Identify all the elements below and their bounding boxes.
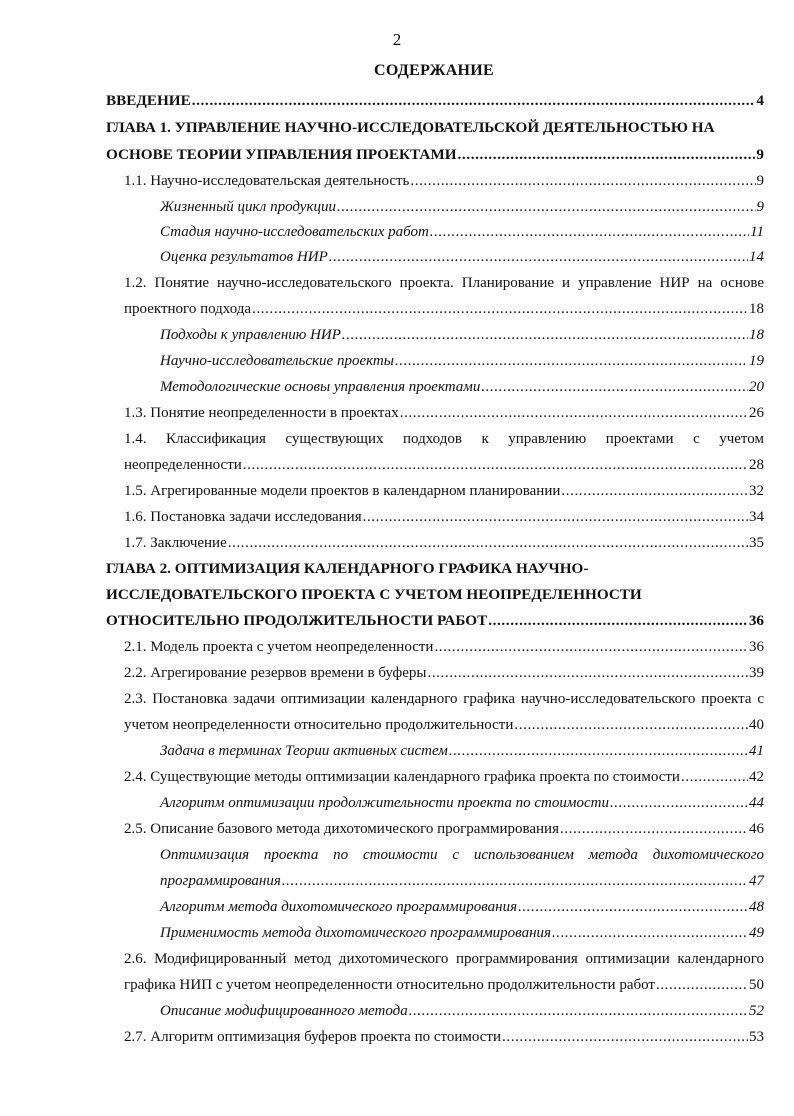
toc-entry[interactable]: Научно-исследовательские проекты ..... 19 — [160, 351, 764, 371]
toc-entry[interactable]: Жизненный цикл продукции ..... 9 — [160, 197, 764, 217]
toc-entry[interactable]: 1.7. Заключение ..... 35 — [124, 533, 764, 553]
toc-entry[interactable]: учетом неопределенности относительно продолжительности ..... 40 — [124, 715, 764, 735]
toc-entry[interactable]: Задача в терминах Теории активных систем ..... 41 — [160, 741, 764, 761]
toc-title: СОДЕРЖАНИЕ — [373, 62, 495, 79]
toc-entry[interactable]: Алгоритм метода дихотомического программирования ..... 48 — [160, 897, 764, 917]
toc-entry[interactable]: Оценка результатов НИР ..... 14 — [160, 247, 764, 267]
toc-entry[interactable]: 2.6. Модифицированный метод дихотомического программирования оптимизации календарного — [124, 951, 764, 967]
toc-entry[interactable]: графика НИП с учетом неопределенности относительно продолжительности работ ..... 50 — [124, 975, 764, 995]
toc-entry[interactable]: проектного подхода ..... 18 — [124, 299, 764, 319]
toc-entry[interactable]: 2.5. Описание базового метода дихотомического программирования ..... 46 — [124, 819, 764, 839]
page-number: 2 — [392, 30, 402, 49]
toc-entry[interactable]: ГЛАВА 1. УПРАВЛЕНИЕ НАУЧНО-ИССЛЕДОВАТЕЛЬСКОЙ ДЕЯТЕЛЬНОСТЬЮ НА — [106, 119, 715, 136]
toc-entry[interactable]: 1.5. Агрегированные модели проектов в календарном планировании ..... 32 — [124, 481, 764, 501]
toc-entry[interactable]: ОСНОВЕ ТЕОРИИ УПРАВЛЕНИЯ ПРОЕКТАМИ ..... 9 — [106, 145, 764, 165]
toc-entry[interactable]: Применимость метода дихотомического программирования ..... 49 — [160, 923, 764, 943]
toc-entry[interactable]: 2.3. Постановка задачи оптимизации календарного графика научно-исследовательского проекта с — [124, 691, 764, 707]
toc-entry[interactable]: Подходы к управлению НИР ..... 18 — [160, 325, 764, 345]
toc-entry[interactable]: 1.1. Научно-исследовательская деятельность ..... 9 — [124, 171, 764, 191]
toc-entry[interactable]: 2.2. Агрегирование резервов времени в буферы ..... 39 — [124, 663, 764, 683]
toc-entry[interactable]: Описание модифицированного метода ..... 52 — [160, 1001, 764, 1021]
toc-entry[interactable]: Стадия научно-исследовательских работ ..... 11 — [160, 222, 764, 242]
toc-entry[interactable]: 2.4. Существующие методы оптимизации календарного графика проекта по стоимости ..... 42 — [124, 767, 764, 787]
toc-entry[interactable]: 2.1. Модель проекта с учетом неопределенности ..... 36 — [124, 637, 764, 657]
toc-entry[interactable]: 2.7. Алгоритм оптимизация буферов проекта по стоимости ..... 53 — [124, 1027, 764, 1047]
toc-entry[interactable]: неопределенности ..... 28 — [124, 455, 764, 475]
toc-entry[interactable]: Оптимизация проекта по стоимости с использованием метода дихотомического — [160, 847, 764, 863]
toc-entry[interactable]: 1.6. Постановка задачи исследования ..... 34 — [124, 507, 764, 527]
toc-entry[interactable]: ОТНОСИТЕЛЬНО ПРОДОЛЖИТЕЛЬНОСТИ РАБОТ ..... 36 — [106, 611, 764, 631]
toc-entry[interactable]: ИССЛЕДОВАТЕЛЬСКОГО ПРОЕКТА С УЧЕТОМ НЕОПРЕДЕЛЕННОСТИ — [106, 586, 642, 603]
toc-entry[interactable]: программирования ..... 47 — [160, 871, 764, 891]
toc-entry[interactable]: Методологические основы управления проектами ..... 20 — [160, 377, 764, 397]
toc-entry[interactable]: ГЛАВА 2. ОПТИМИЗАЦИЯ КАЛЕНДАРНОГО ГРАФИКА НАУЧНО- — [106, 560, 589, 577]
toc-entry[interactable]: ВВЕДЕНИЕ ..... 4 — [106, 91, 764, 111]
toc-entry[interactable]: 1.2. Понятие научно-исследовательского проекта. Планирование и управление НИР на основе — [124, 275, 764, 291]
toc-entry[interactable]: 1.4. Классификация существующих подходов к управлению проектами с учетом — [124, 431, 764, 447]
toc-entry[interactable]: Алгоритм оптимизации продолжительности проекта по стоимости ..... 44 — [160, 793, 764, 813]
toc-entry[interactable]: 1.3. Понятие неопределенности в проектах ..... 26 — [124, 403, 764, 423]
